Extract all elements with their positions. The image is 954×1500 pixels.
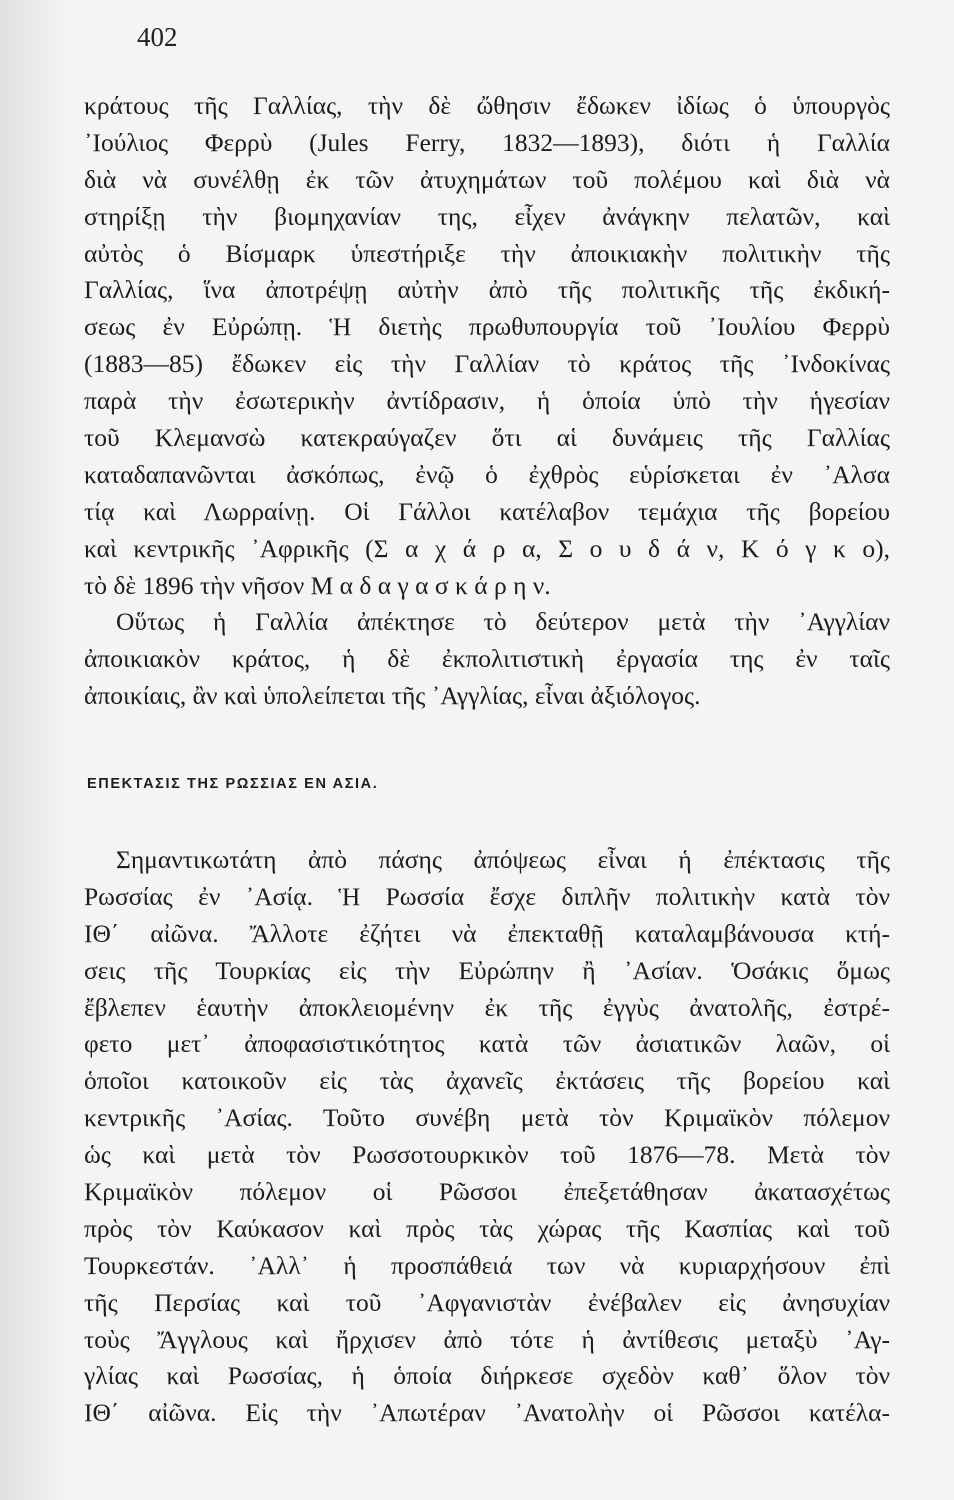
text-line: αὐτὸς ὁ Βίσμαρκ ὑπεστήριξε τὴν ἀποικιακὴν πολιτικὴν τῆς bbox=[84, 238, 890, 268]
text-line: κράτους τῆς Γαλλίας, τὴν δὲ ὤθησιν ἔδωκεν ἰδίως ὁ ὑπουργὸς bbox=[84, 91, 890, 120]
text-line: Σημαντικωτάτη ἀπὸ πάσης ἀπόψεως εἶναι ἡ ἐπέκτασις τῆς bbox=[116, 845, 890, 874]
text-line: πρὸς τὸν Καύκασον καὶ πρὸς τὰς χώρας τῆς Κασπίας καὶ τοῦ bbox=[84, 1213, 890, 1243]
text-line: Κριμαϊκὸν πόλεμον οἱ Ρῶσσοι ἐπεξετάθησαν ἀκατασχέτως bbox=[84, 1177, 890, 1207]
text-line: Γαλλίας, ἵνα ἀποτρέψῃ αὐτὴν ἀπὸ τῆς πολιτικῆς τῆς ἐκδική- bbox=[84, 275, 890, 305]
text-line: ΙΘ΄ αἰῶνα. Ἄλλοτε ἐζήτει νὰ ἐπεκταθῇ καταλαμβάνουσα κτή- bbox=[84, 918, 890, 948]
text-line: διὰ νὰ συνέλθῃ ἐκ τῶν ἀτυχημάτων τοῦ πολέμου καὶ διὰ νὰ bbox=[84, 164, 890, 194]
text-line: σεις τῆς Τουρκίας εἰς τὴν Εὐρώπην ἢ ᾿Ασίαν. Ὁσάκις ὅμως bbox=[84, 955, 890, 985]
text-line: ΙΘ΄ αἰῶνα. Εἰς τὴν ᾿Απωτέραν ᾿Ανατολὴν οἱ Ρῶσσοι κατέλα- bbox=[84, 1398, 890, 1428]
text-line: κεντρικῆς ᾿Ασίας. Τοῦτο συνέβη μετὰ τὸν Κριμαϊκὸν πόλεμον bbox=[84, 1103, 890, 1133]
text-line: ἔβλεπεν ἑαυτὴν ἀποκλειομένην ἐκ τῆς ἐγγὺς ἀνατολῆς, ἐστρέ- bbox=[84, 992, 890, 1022]
text-line: ἀποικίαις, ἂν καὶ ὑπολείπεται τῆς ᾿Αγγλίας, εἶναι ἀξιόλογος. bbox=[84, 681, 701, 711]
text-line: ὡς καὶ μετὰ τὸν Ρωσσοτουρκικὸν τοῦ 1876—78. Μετὰ τὸν bbox=[84, 1140, 890, 1170]
text-line: σεως ἐν Εὐρώπῃ. Ἡ διετὴς πρωθυπουργία τοῦ ᾿Ιουλίου Φερρὺ bbox=[84, 312, 890, 342]
text-line: τὸ δὲ 1896 τὴν νῆσον Μ α δ α γ α σ κ ά ρ η ν. bbox=[84, 570, 551, 600]
text-line: τοῦ Κλεμανσὼ κατεκραύγαζεν ὅτι αἱ δυνάμεις τῆς Γαλλίας bbox=[84, 423, 890, 453]
text-line: Τουρκεστάν. ᾿Αλλ᾿ ἡ προσπάθειά των νὰ κυριαρχήσουν ἐπὶ bbox=[84, 1250, 890, 1280]
text-line: φετο μετ᾿ ἀποφασιστικότητος κατὰ τῶν ἀσιατικῶν λαῶν, οἱ bbox=[84, 1029, 890, 1059]
text-line: τοὺς Ἄγγλους καὶ ἤρχισεν ἀπὸ τότε ἡ ἀντίθεσις μεταξὺ ᾿Αγ- bbox=[84, 1324, 890, 1354]
text-line: ᾿Ιούλιος Φερρὺ (Jules Ferry, 1832—1893), διότι ἡ Γαλλία bbox=[84, 127, 890, 157]
text-line: τίᾳ καὶ Λωρραίνῃ. Οἱ Γάλλοι κατέλαβον τεμάχια τῆς βορείου bbox=[84, 496, 890, 526]
page-shadow bbox=[0, 0, 70, 1500]
text-line: στηρίξῃ τὴν βιομηχανίαν της, εἶχεν ἀνάγκην πελατῶν, καὶ bbox=[84, 201, 890, 231]
text-line: ἀποικιακὸν κράτος, ἡ δὲ ἐκπολιτιστικὴ ἐργασία της ἐν ταῖς bbox=[84, 644, 890, 674]
text-line: καταδαπανῶνται ἀσκόπως, ἐνῷ ὁ ἐχθρὸς εὑρίσκεται ἐν ᾿Αλσα bbox=[84, 459, 890, 489]
text-line: παρὰ τὴν ἐσωτερικὴν ἀντίδρασιν, ἡ ὁποία ὑπὸ τὴν ἡγεσίαν bbox=[84, 386, 890, 416]
text-line: (1883—85) ἔδωκεν εἰς τὴν Γαλλίαν τὸ κράτος τῆς ᾿Ινδοκίνας bbox=[84, 349, 890, 379]
text-line: τῆς Περσίας καὶ τοῦ ᾿Αφγανιστὰν ἐνέβαλεν εἰς ἀνησυχίαν bbox=[84, 1287, 890, 1317]
text-block-bottom bbox=[84, 842, 890, 1432]
section-heading: ΕΠΕΚΤΑΣΙΣ ΤΗΣ ΡΩΣΣΙΑΣ ΕΝ ΑΣΙΑ. bbox=[87, 776, 379, 792]
page-number: 402 bbox=[137, 22, 178, 52]
text-line: Ρωσσίας ἐν ᾿Ασίᾳ. Ἡ Ρωσσία ἔσχε διπλῆν πολιτικὴν κατὰ τὸν bbox=[84, 881, 890, 911]
text-line: καὶ κεντρικῆς ᾿Αφρικῆς (Σ α χ ά ρ α, Σ ο υ δ ά ν, Κ ό γ κ ο), bbox=[84, 533, 890, 563]
text-line: Οὕτως ἡ Γαλλία ἀπέκτησε τὸ δεύτερον μετὰ τὴν ᾿Αγγλίαν bbox=[116, 607, 890, 637]
text-line: ὁποῖοι κατοικοῦν εἰς τὰς ἀχανεῖς ἐκτάσεις τῆς βορείου καὶ bbox=[84, 1066, 890, 1096]
text-line: γλίας καὶ Ρωσσίας, ἡ ὁποία διήρκεσε σχεδὸν καθ᾿ ὅλον τὸν bbox=[84, 1361, 890, 1391]
text-block-top bbox=[84, 88, 890, 715]
